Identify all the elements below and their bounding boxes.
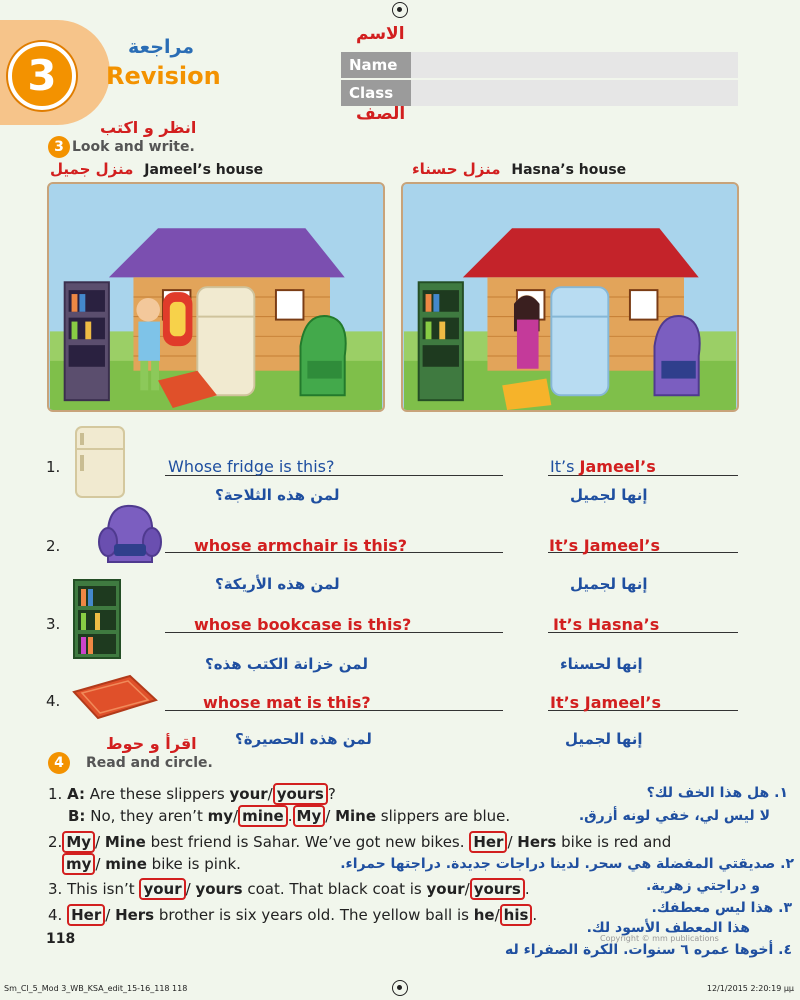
q2-answer-prefix: It’s [549,536,579,555]
q4-answer-text: Jameel’s [584,693,661,712]
rc2-sep: / [233,807,239,825]
registration-mark-icon [392,2,408,18]
rc5-option-1-circled[interactable]: your [139,878,185,900]
q1-answer-text: Jameel’s [579,457,656,476]
rc2-end: slippers are blue. [380,807,511,825]
q2-answer-ar: إنها لجميل [570,575,648,593]
rc3-option-4[interactable]: Hers [517,833,557,851]
house2-label-ar: منزل حسناء [412,160,501,178]
bookcase-icon [70,578,126,660]
copyright: Copyright © mm publications [600,934,719,943]
section4-title: Read and circle. [86,755,213,771]
house1-label-en: Jameel’s house [144,162,264,178]
q3-number: 3. [46,615,61,633]
rc-line-2 [68,807,510,825]
rc6-option-1-circled[interactable]: Her [67,904,105,926]
q3-question-ar: لمن خزانة الكتب هذه؟ [205,655,368,673]
rc5-option-3[interactable]: your [426,880,465,898]
q2-question: whose armchair is this? [194,536,407,555]
class-field[interactable] [411,80,738,106]
q1-question: Whose fridge is this? [168,457,335,476]
hasnas-house-illustration [403,184,737,410]
q4-question: whose mat is this? [203,693,371,712]
rc-line-6 [48,906,537,924]
rc-ar-2: لا ليس لي، خفي لونه أزرق. [578,808,770,824]
q3-answer-ar: إنها لحسناء [560,655,643,673]
q2-answer-text: Jameel’s [583,536,660,555]
rc-ar-6: هذا المعطف الأسود لك. [586,920,750,936]
rc5-sep: / [185,880,191,898]
q3-answer-text: Hasna’s [587,615,660,634]
rc-line-1 [48,785,336,803]
house1-label-ar: منزل جميل [50,160,134,178]
rc-ar-5: ٣. هذا ليس معطفك. [651,900,792,916]
rc2-dot: . [287,807,293,825]
rc1-text: Are these slippers [89,785,225,803]
jameels-house-picture [47,182,385,412]
fridge-icon [72,425,128,500]
rc2-text: No, they aren’t [90,807,203,825]
rc-line-4 [62,855,241,873]
q1-question-ar: لمن هذه الثلاجة؟ [215,486,340,504]
rc3-option-3-circled[interactable]: Her [469,831,507,853]
rc5-number: 3. [48,880,63,898]
q2-number: 2. [46,537,61,555]
rc-ar-3: ٢. صديقتي المفضلة هي سحر. لدينا دراجات جديدة. دراجتها حمراء. [340,856,794,872]
rc4-sep: / [95,855,101,873]
rc5-option-4-circled[interactable]: yours [470,878,525,900]
rc6-number: 4. [48,906,63,924]
name-field-row [341,52,738,78]
class-field-row [341,80,738,106]
rc-ar-4: و دراجتي زهرية. [645,878,760,894]
q1-answer-ar: إنها لجميل [570,486,648,504]
jameels-house-illustration [49,184,383,410]
rc2-speaker: B: [68,807,86,825]
rc3-number: 2. [48,833,63,851]
rc6-option-4-circled[interactable]: his [500,904,533,926]
rc-ar-1: ١. هل هذا الخف لك؟ [646,785,788,801]
q1-answer-prefix: It’s [550,457,575,476]
rc2-option-1[interactable]: my [207,807,234,825]
rc6-sep2: / [494,906,500,924]
rc1-option-2-circled[interactable]: yours [273,783,328,805]
rc4-text: bike is pink. [151,855,241,873]
hasnas-house-picture [401,182,739,412]
house2-label-en: Hasna’s house [511,162,627,178]
class-label: Class [341,80,411,106]
rc2-option-3-circled[interactable]: My [293,805,326,827]
rc3-text: best friend is Sahar. We’ve got new bikes. [150,833,465,851]
name-label: Name [341,52,411,78]
rc-ar-7: ٤. أخوها عمره ٦ سنوات. الكرة الصفراء له [504,942,792,958]
rc1-option-1[interactable]: your [229,785,268,803]
house2-label [412,160,626,178]
rc1-end: ? [327,785,336,803]
q1-number: 1. [46,458,61,476]
rc1-sep: / [267,785,273,803]
name-field[interactable] [411,52,738,78]
q4-question-ar: لمن هذه الحصيرة؟ [235,730,372,748]
rc5-option-2[interactable]: yours [195,880,243,898]
armchair-icon [96,500,162,570]
revision-title-ar: مراجعة [128,36,195,58]
house1-label [50,160,263,178]
rc1-speaker: A: [67,785,85,803]
rc2-option-4[interactable]: Mine [335,807,376,825]
section3-title-ar: انظر و اكتب [100,118,197,137]
print-slug-file: Sm_Cl_5_Mod 3_WB_KSA_edit_15-16_118 118 [4,984,188,993]
q4-answer-prefix: It’s [550,693,580,712]
rc6-text: brother is six years old. The yellow ball is [158,906,469,924]
section4-title-ar: اقرأ و حوط [106,734,197,753]
q2-question-ar: لمن هذه الأريكة؟ [215,575,340,593]
revision-title: Revision [106,62,221,90]
rc-line-5 [48,880,530,898]
print-slug-date: 12/1/2015 2:20:19 μμ [706,984,794,993]
rc-line-3 [48,833,671,851]
q4-number: 4. [46,692,61,710]
rc1-number: 1. [48,785,63,803]
q3-question: whose bookcase is this? [194,615,412,634]
section4-number-badge: 4 [48,752,70,774]
registration-mark-bottom-icon [392,980,408,996]
q2-answer [549,536,660,555]
rc6-option-3[interactable]: he [473,906,495,924]
q1-answer [550,457,656,476]
class-label-ar: الصف [356,104,406,124]
q4-answer-ar: إنها لجميل [565,730,643,748]
rc5-text: This isn’t [67,880,135,898]
rc3-option-2[interactable]: Mine [104,833,146,851]
section3-title: Look and write. [72,139,195,155]
rc6-option-2[interactable]: Hers [115,906,155,924]
rc6-sep: / [105,906,111,924]
rc2-option-2-circled[interactable]: mine [238,805,288,827]
unit-number-badge: 3 [8,42,76,110]
rc3-sep: / [95,833,101,851]
q3-answer-prefix: It’s [553,615,583,634]
name-label-ar: الاسم [356,24,405,44]
section3-number-badge: 3 [48,136,70,158]
rc3-sep2: / [507,833,513,851]
rc6-end: . [532,906,538,924]
q4-answer [550,693,661,712]
rc5-text-2: coat. That black coat is [247,880,422,898]
page-number: 118 [46,931,76,947]
rc2-sep2: / [325,807,331,825]
rc4-option-1-circled[interactable]: my [62,853,95,875]
rc3-end: bike is red and [561,833,672,851]
rc5-sep2: / [464,880,470,898]
q3-answer [553,615,659,634]
mat-icon [70,672,160,722]
rc4-option-2[interactable]: mine [105,855,147,873]
rc3-option-1-circled[interactable]: My [62,831,95,853]
rc5-end: . [524,880,530,898]
